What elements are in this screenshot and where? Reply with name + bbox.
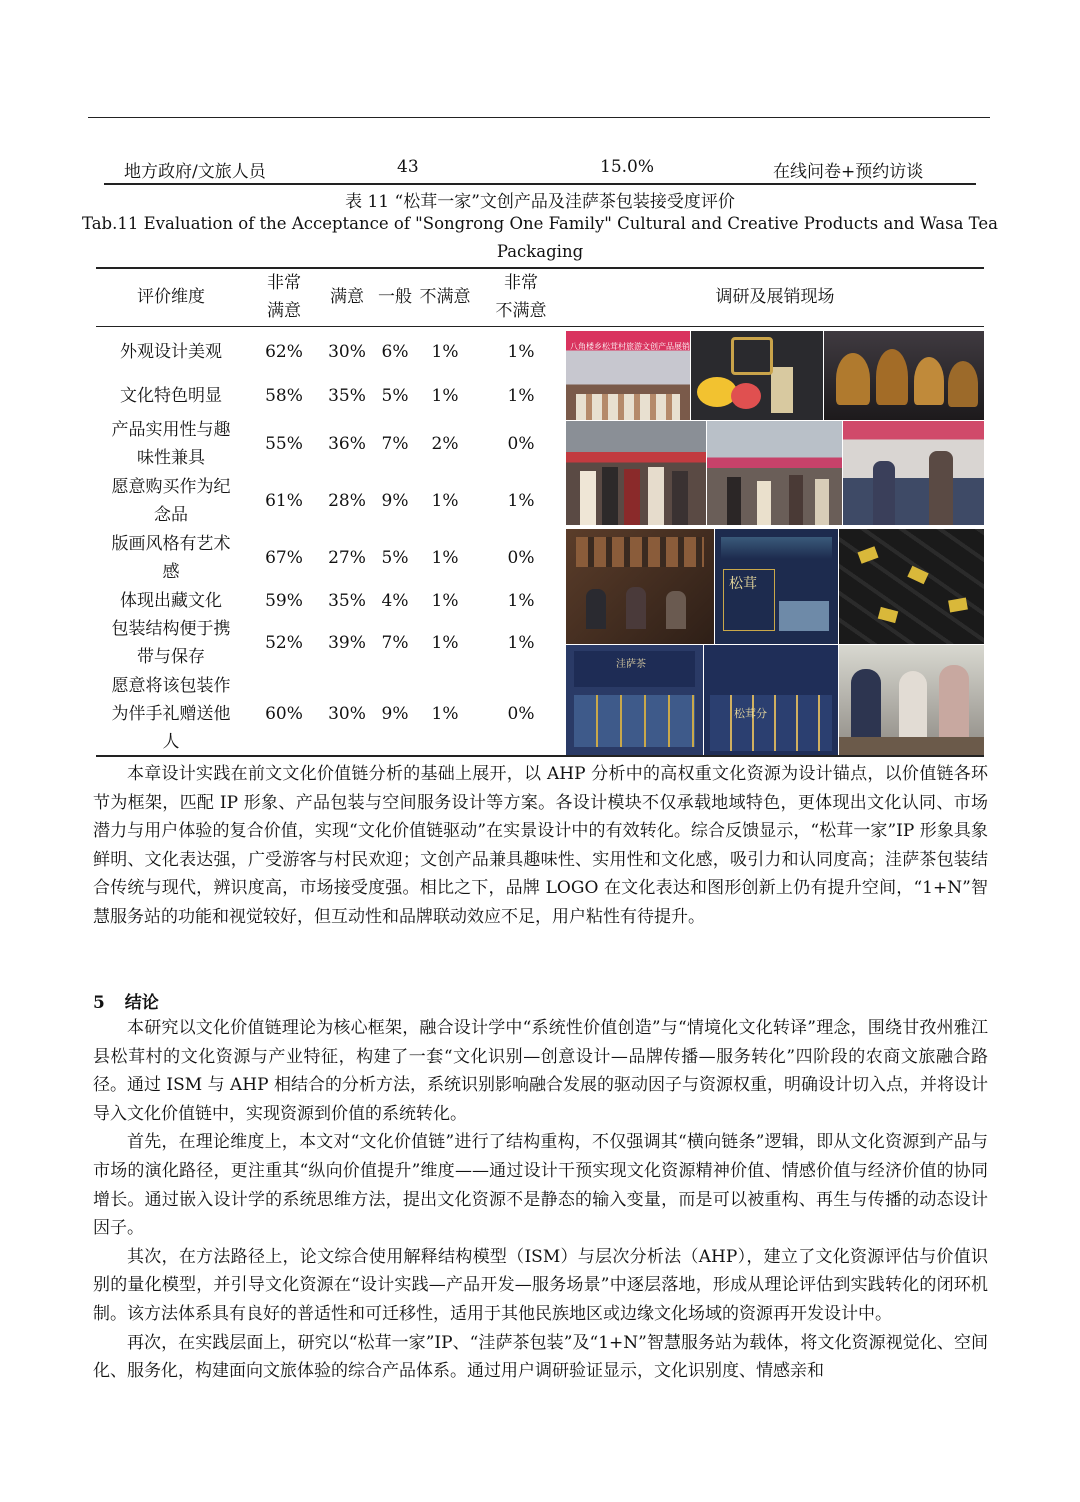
prev-table-bottom-rule xyxy=(104,183,976,185)
cell-dissatisfied: 1% xyxy=(431,548,459,568)
photo-mascot-figurines xyxy=(824,331,984,420)
cell-dissatisfied: 2% xyxy=(431,434,459,454)
cell-very-dissatisfied: 1% xyxy=(507,633,535,653)
cell-very-dissatisfied: 1% xyxy=(507,591,535,611)
row-dimension: 体现出藏文化 xyxy=(120,591,222,611)
cell-very-dissatisfied: 0% xyxy=(507,434,535,454)
box-label: 松茸 xyxy=(729,576,757,592)
header-very-satisfied-2: 满意 xyxy=(267,301,301,321)
section-heading xyxy=(93,988,159,1013)
row-dimension-cont: 为伴手礼赠送他 xyxy=(111,704,231,724)
header-very-dissatisfied-2: 不满意 xyxy=(495,301,547,321)
cell-satisfied: 35% xyxy=(328,591,366,611)
cell-dissatisfied: 1% xyxy=(431,491,459,511)
header-photos: 调研及展销现场 xyxy=(715,287,835,307)
conclusion-paragraph: 其次，在方法路径上，论文综合使用解释结构模型（ISM）与层次分析法（AHP），建立了文化资源评估与价值识别的量化模型，并引导文化资源在“设计实践—产品开发—服务场景”中逐层落地，形成从理论评估到实践转化的闭环机制。该方法体系具有良好的普适性和可迁移性，适用于其他民族地区或边缘文化场域的资源再开发设计中。 xyxy=(93,1246,988,1324)
header-neutral: 一般 xyxy=(378,287,412,307)
cell-very-dissatisfied: 0% xyxy=(507,704,535,724)
cell-very-satisfied: 52% xyxy=(265,633,303,653)
conclusion-paragraph: 本研究以文化价值链理论为核心框架，融合设计学中“系统性价值创造”与“情境化文化转译”理念，围绕甘孜州雅江县松茸村的文化资源与产业特征，构建了一套“文化识别—创意设计—品牌传播—服务转化”四阶段的农商文旅融合路径。通过 ISM 与 AHP 相结合的分析方法，系统识别影响融合发展的驱动因子与资源权重，明确设计切入点，并将设计导入文化价值链中，实现资源到价值的系统转化。 xyxy=(93,1018,988,1124)
photo-visitors-booth xyxy=(843,421,984,525)
chapter-summary-paragraph xyxy=(93,760,988,932)
conclusion-paragraph: 首先，在理论维度上，本文对“文化价值链”进行了结构重构，不仅强调其“横向链条”逻辑，即从文化资源到产品与市场的演化路径，更注重其“纵向价值提升”维度——通过设计干预实现文化资源精神价值、情感价值与经济价值的协同增长。通过嵌入设计学的系统思维方法，提出文化资源不是静态的输入变量，而是可以被重构、再生与传播的动态设计因子。 xyxy=(93,1132,988,1239)
table-caption-en-cont: Packaging xyxy=(496,242,584,261)
cell-neutral: 9% xyxy=(381,491,409,511)
header-very-dissatisfied-1: 非常 xyxy=(504,273,538,293)
row-dimension: 愿意将该包装作 xyxy=(111,676,231,696)
prev-table-group: 地方政府/文旅人员 xyxy=(124,162,266,182)
row-dimension: 愿意购买作为纪 xyxy=(111,477,231,497)
cell-neutral: 5% xyxy=(381,548,409,568)
paragraph-text: 本章设计实践在前文文化价值链分析的基础上展开，以 AHP 分析中的高权重文化资源为设计锚点，以价值链各环节为框架，匹配 IP 形象、产品包装与空间服务设计等方案。各设计模块不仅承载地域特色，更体现出文化认同、市场潜力与用户体验的复合价值，实现“文化价值链驱动”在实景设计中的有效转化。综合反馈显示，“松茸一家”IP 形象具象鲜明、文化表达强，广受游客与村民欢迎；文创产品兼具趣味性、实用性和文化感，吸引力和认同度高；洼萨茶包装结合传统与现代，辨识度高，市场接受度强。相比之下，品牌 LOGO 在文化表达和图形创新上仍有提升空间，“1+N”智慧服务站的功能和视觉较好，但互动性和品牌联动效应不足，用户粘性有待提升。 xyxy=(93,764,988,927)
row-dimension-cont: 念品 xyxy=(154,505,188,525)
cell-very-satisfied: 55% xyxy=(265,434,303,454)
cell-satisfied: 35% xyxy=(328,386,366,406)
cell-neutral: 9% xyxy=(381,704,409,724)
cell-neutral: 7% xyxy=(381,434,409,454)
cell-satisfied: 36% xyxy=(328,434,366,454)
photo-group-villagers xyxy=(566,421,706,525)
cell-very-satisfied: 62% xyxy=(265,342,303,362)
row-dimension: 文化特色明显 xyxy=(120,386,222,406)
page-header-rule xyxy=(88,117,990,118)
photo-exhibition-booth xyxy=(566,331,690,420)
table-caption-cn: 表 11 “松茸一家”文创产品及洼萨茶包装接受度评价 xyxy=(345,192,735,212)
package-label: 洼萨茶 xyxy=(616,659,646,670)
table-caption-en: Tab.11 Evaluation of the Acceptance of "Songrong One Family" Cultural and Creative Products and Wasa Tea xyxy=(82,214,998,233)
cell-very-satisfied: 61% xyxy=(265,491,303,511)
cell-neutral: 4% xyxy=(381,591,409,611)
cell-neutral: 5% xyxy=(381,386,409,406)
row-dimension-cont: 带与保存 xyxy=(137,647,205,667)
cell-very-dissatisfied: 1% xyxy=(507,491,535,511)
banner-text: 八角楼乡松茸村旅游文创产品展销 xyxy=(570,342,690,351)
photo-tea-gift-box xyxy=(715,529,838,644)
photo-interior-gathering xyxy=(566,529,714,644)
cell-very-dissatisfied: 1% xyxy=(507,342,535,362)
header-very-satisfied-1: 非常 xyxy=(267,273,301,293)
package-label: 松茸分 xyxy=(734,707,767,720)
section-title: 结论 xyxy=(124,993,159,1013)
cell-dissatisfied: 1% xyxy=(431,342,459,362)
row-dimension: 产品实用性与趣 xyxy=(111,420,231,440)
cell-satisfied: 30% xyxy=(328,342,366,362)
photo-interview xyxy=(839,645,984,755)
row-dimension: 版画风格有艺术 xyxy=(111,534,231,554)
header-satisfied: 满意 xyxy=(330,287,364,307)
cell-dissatisfied: 1% xyxy=(431,633,459,653)
cell-dissatisfied: 1% xyxy=(431,591,459,611)
row-dimension: 外观设计美观 xyxy=(120,342,222,362)
header-dimension: 评价维度 xyxy=(137,287,205,307)
row-dimension-cont2: 人 xyxy=(162,732,180,752)
prev-table-method: 在线问卷+预约访谈 xyxy=(773,162,924,182)
cell-dissatisfied: 1% xyxy=(431,704,459,724)
cell-very-satisfied: 58% xyxy=(265,386,303,406)
cell-dissatisfied: 1% xyxy=(431,386,459,406)
conclusion-body xyxy=(93,1014,988,1386)
cell-very-satisfied: 60% xyxy=(265,704,303,724)
cell-satisfied: 27% xyxy=(328,548,366,568)
cell-very-dissatisfied: 0% xyxy=(507,548,535,568)
prev-table-count: 43 xyxy=(397,157,419,177)
photo-street-market xyxy=(707,421,842,525)
cell-neutral: 6% xyxy=(381,342,409,362)
row-dimension-cont: 感 xyxy=(162,562,180,582)
prev-table-percent: 15.0% xyxy=(600,157,655,177)
row-dimension-cont: 味性兼具 xyxy=(137,448,205,468)
photo-tea-sachets xyxy=(839,529,984,644)
cell-very-dissatisfied: 1% xyxy=(507,386,535,406)
photo-gift-bag xyxy=(704,645,838,755)
section-number: 5 xyxy=(93,993,105,1013)
header-dissatisfied: 不满意 xyxy=(419,287,471,307)
cell-very-satisfied: 67% xyxy=(265,548,303,568)
photo-tea-packaging-open xyxy=(566,645,703,755)
conclusion-paragraph: 再次，在实践层面上，研究以“松茸一家”IP、“洼萨茶包装”及“1+N”智慧服务站为载体，将文化资源视觉化、空间化、服务化，构建面向文旅体验的综合产品体系。通过用户调研验证显示，文化识别度、情感亲和 xyxy=(93,1332,988,1382)
cell-very-satisfied: 59% xyxy=(265,591,303,611)
photo-creative-products xyxy=(691,331,823,420)
cell-satisfied: 39% xyxy=(328,633,366,653)
cell-satisfied: 30% xyxy=(328,704,366,724)
cell-satisfied: 28% xyxy=(328,491,366,511)
cell-neutral: 7% xyxy=(381,633,409,653)
row-dimension: 包装结构便于携 xyxy=(111,619,231,639)
table-header-rule xyxy=(96,326,984,327)
